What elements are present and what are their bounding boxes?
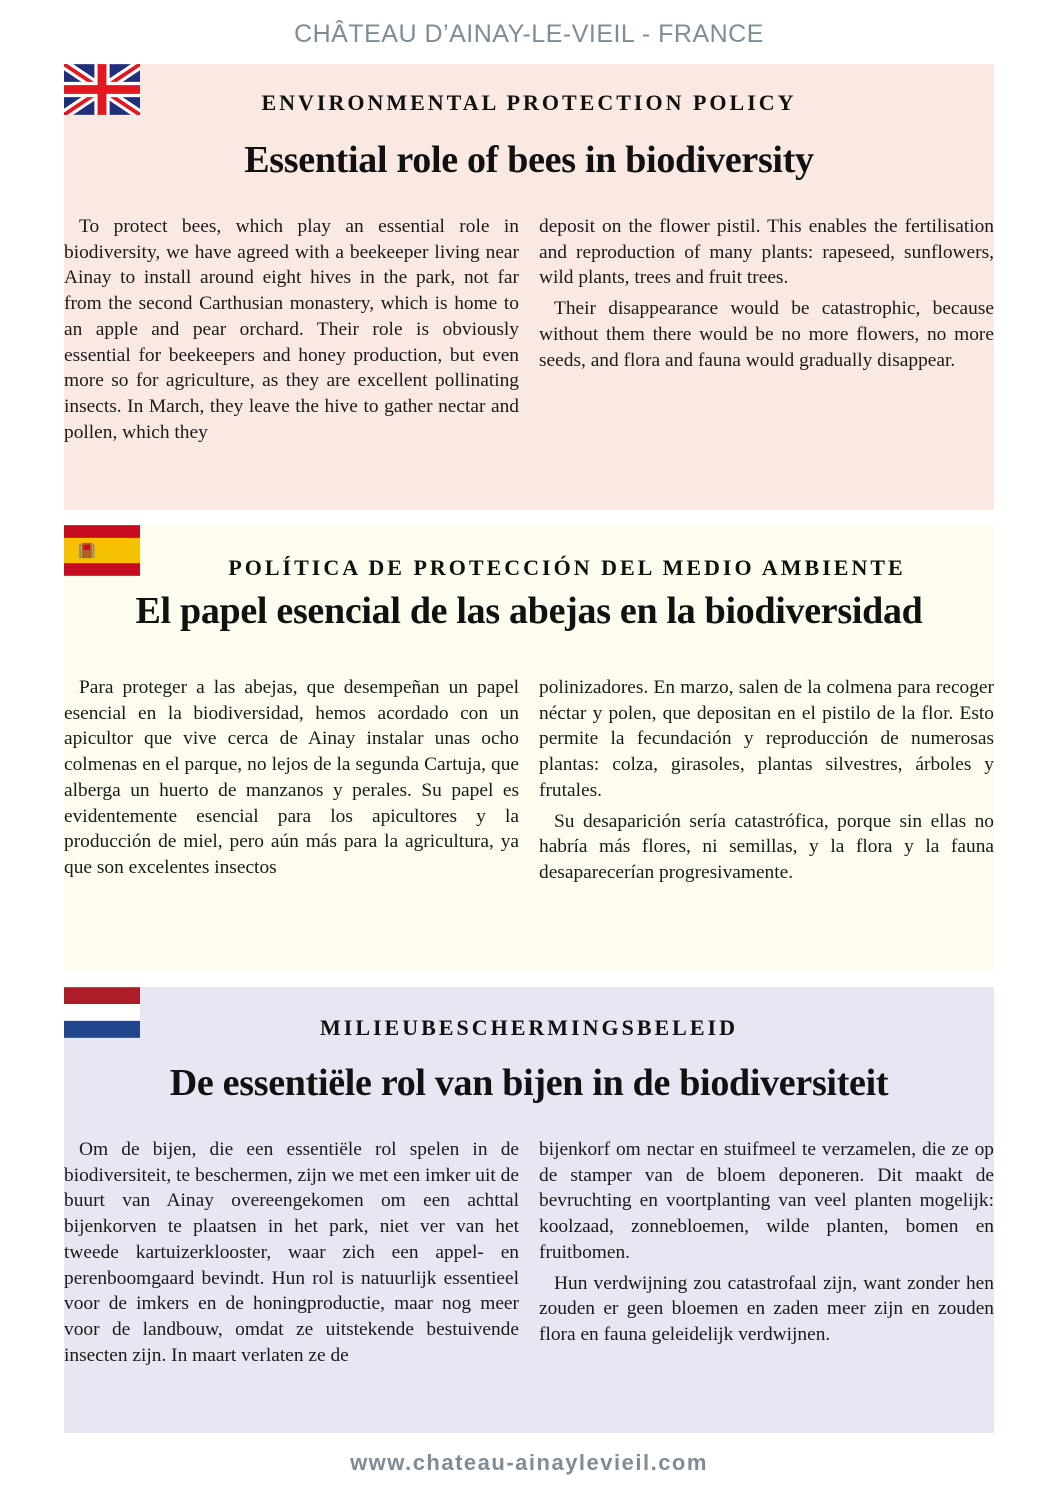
section-headline: El papel esencial de las abejas en la biodiversidad bbox=[135, 590, 923, 632]
section-headline: Essential role of bees in biodiversity bbox=[244, 139, 814, 181]
article-column-right bbox=[539, 214, 994, 450]
article-paragraph: Su desaparición sería catastrófica, porque sin ellas no habría más flores, ni semillas, y la flora y la fauna desaparecerían progresivamente. bbox=[539, 810, 994, 883]
article-paragraph: polinizadores. En marzo, salen de la colmena para recoger néctar y polen, que depositan en el pistilo de la flor. Esto permite la fecundación y reproducción de numerosas plantas: colza, girasoles, plantas silvestres, árboles y frutales. bbox=[539, 677, 994, 801]
article-column-left bbox=[64, 675, 519, 891]
article-paragraph: Para proteger a las abejas, que desempeñan un papel esencial en la biodiversidad, hemos acordado con un apicultor que vive cerca de Ainay instalar unas ocho colmenas en el parque, no lejos de la segunda Cartuja, que alberga un huerto de manzanos y perales. Su papel es evidentemente esencial para los apicultores y la producción de miel, pero aún más para la agricultura, ya que son excelentes insectos bbox=[64, 677, 519, 878]
article-paragraph: deposit on the flower pistil. This enables the fertilisation and reproduction of many plants: rapeseed, sunflowers, wild plants, trees and fruit trees. bbox=[539, 216, 994, 289]
section-kicker: POLÍTICA DE PROTECCIÓN DEL MEDIO AMBIENTE bbox=[228, 555, 906, 580]
section-dutch bbox=[64, 987, 994, 1433]
footer-website-link[interactable]: www.chateau-ainaylevieil.com bbox=[350, 1450, 708, 1475]
page-header-title: CHÂTEAU D’AINAY-LE-VIEIL - FRANCE bbox=[294, 20, 764, 48]
article-column-left bbox=[64, 1137, 519, 1373]
article-paragraph: bijenkorf om nectar en stuifmeel te verzamelen, die ze op de stamper van de bloem deponeren. Dit maakt de bevruchting en voortplanting van veel planten mogelijk: koolzaad, zonnebloemen, wilde planten, bomen en fruitbomen. bbox=[539, 1139, 994, 1263]
article-body bbox=[64, 675, 994, 891]
article-body bbox=[64, 1137, 994, 1373]
article-column-right bbox=[539, 1137, 994, 1373]
article-body bbox=[64, 214, 994, 450]
article-column-left bbox=[64, 214, 519, 450]
section-headline: De essentiële rol van bijen in de biodiversiteit bbox=[169, 1062, 889, 1104]
article-paragraph: Om de bijen, die een essentiële rol spelen in de biodiversiteit, te beschermen, zijn we met een imker uit de buurt van Ainay overeengekomen om een achttal bijenkorven te plaatsen in het park, niet ver van het tweede kartuizerklooster, waar zich een appel- en perenboomgaard bevindt. Hun rol is natuurlijk essentieel voor de imkers en de honingproductie, maar nog meer voor de landbouw, omdat ze uitstekende bestuivende insecten zijn. In maart verlaten ze de bbox=[64, 1139, 519, 1366]
article-paragraph: Their disappearance would be catastrophic, because without them there would be no more flowers, no more seeds, and flora and fauna would gradually disappear. bbox=[539, 298, 994, 371]
section-spanish bbox=[64, 525, 994, 971]
section-kicker: MILIEUBESCHERMINGSBELEID bbox=[320, 1015, 738, 1040]
section-kicker: ENVIRONMENTAL PROTECTION POLICY bbox=[261, 90, 797, 115]
article-paragraph: Hun verdwijning zou catastrofaal zijn, want zonder hen zouden er geen bloemen en zaden meer zijn en zouden flora en fauna geleidelijk verdwijnen. bbox=[539, 1272, 994, 1345]
article-paragraph: To protect bees, which play an essential role in biodiversity, we have agreed with a beekeeper living near Ainay to install around eight hives in the park, not far from the second Carthusian monastery, which is home to an apple and pear orchard. Their role is obviously essential for beekeepers and honey production, but even more so for agriculture, as they are excellent pollinating insects. In March, they leave the hive to gather nectar and pollen, which they bbox=[64, 216, 519, 443]
article-column-right bbox=[539, 675, 994, 891]
section-english bbox=[64, 64, 994, 510]
